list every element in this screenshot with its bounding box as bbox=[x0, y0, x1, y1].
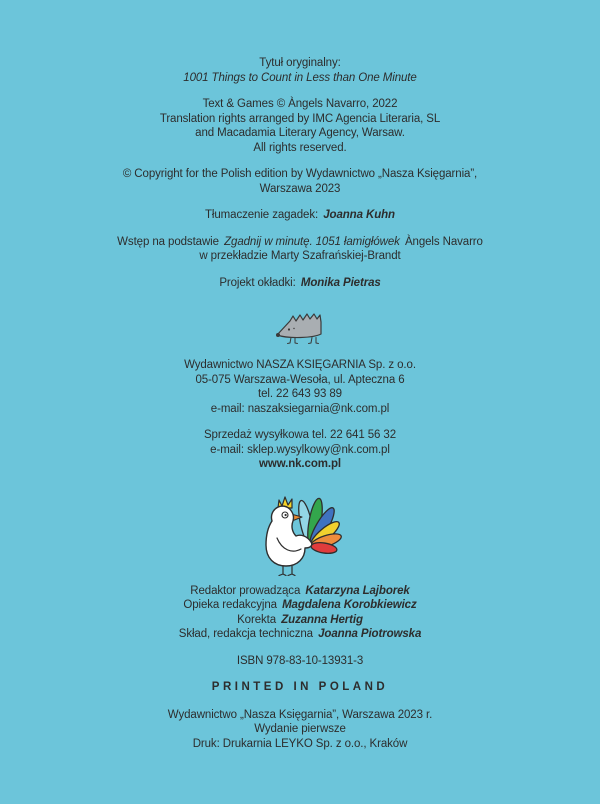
rights-line: and Macadamia Literary Agency, Warsaw. bbox=[195, 127, 405, 139]
intro-line bbox=[0, 235, 600, 250]
credit-label: Skład, redakcja techniczna bbox=[178, 628, 313, 640]
mail-order-phone: Sprzedaż wysyłkowa tel. 22 641 56 32 bbox=[203, 429, 396, 441]
edition-publisher-line: Wydawnictwo „Nasza Księgarnia”, Warszawa 2023 r. bbox=[167, 708, 433, 721]
intro-block bbox=[0, 235, 600, 264]
rights-block bbox=[0, 97, 600, 155]
printer-line: Druk: Drukarnia LEYKO Sp. z o.o., Kraków bbox=[192, 737, 408, 750]
edition-number-line: Wydanie pierwsze bbox=[254, 723, 346, 735]
publisher-block bbox=[0, 358, 600, 416]
rights-line: Text & Games © Àngels Navarro, 2022 bbox=[202, 98, 398, 110]
mail-order-block bbox=[0, 428, 600, 472]
credit-name: Zuzanna Hertig bbox=[281, 613, 363, 626]
translator-name: Joanna Kuhn bbox=[323, 209, 395, 221]
credit-row bbox=[0, 598, 600, 613]
credit-name: Joanna Piotrowska bbox=[318, 628, 422, 640]
cover-design-line bbox=[0, 276, 600, 291]
original-title-label: Tytuł oryginalny: bbox=[259, 57, 341, 69]
intro-prefix: Wstęp na podstawie bbox=[117, 235, 219, 248]
credit-name: Katarzyna Lajborek bbox=[305, 584, 410, 597]
publisher-phone: tel. 22 643 93 89 bbox=[258, 388, 342, 400]
isbn-block bbox=[0, 654, 600, 669]
printed-in-poland: PRINTED IN POLAND bbox=[211, 681, 389, 693]
cover-design-label: Projekt okładki: bbox=[219, 276, 296, 289]
intro-line: w przekładzie Marty Szafrańskiej-Brandt bbox=[199, 250, 401, 262]
mail-order-email: e-mail: sklep.wysylkowy@nk.com.pl bbox=[210, 443, 390, 456]
credits-block bbox=[0, 584, 600, 642]
publisher-address: 05-075 Warszawa-Wesoła, ul. Apteczna 6 bbox=[195, 373, 405, 386]
publisher-website: www.nk.com.pl bbox=[259, 458, 341, 470]
hedgehog-icon bbox=[275, 308, 325, 348]
translation-line bbox=[0, 208, 600, 223]
publisher-line: Wydawnictwo NASZA KSIĘGARNIA Sp. z o.o. bbox=[184, 359, 416, 371]
original-title-block bbox=[0, 56, 600, 85]
credit-row bbox=[0, 584, 600, 599]
credit-name: Magdalena Korobkiewicz bbox=[282, 599, 417, 611]
translation-block bbox=[0, 208, 600, 223]
rights-line: All rights reserved. bbox=[253, 141, 347, 154]
intro-author: Àngels Navarro bbox=[404, 235, 483, 248]
isbn-number: ISBN 978-83-10-13931-3 bbox=[236, 654, 364, 667]
rights-line: Translation rights arranged by IMC Agencia Literaria, SL bbox=[159, 112, 441, 125]
credit-label: Opieka redakcyjna bbox=[183, 599, 277, 611]
publisher-email: e-mail: naszaksiegarnia@nk.com.pl bbox=[210, 402, 390, 415]
translation-label: Tłumaczenie zagadek: bbox=[205, 209, 319, 221]
credit-label: Korekta bbox=[237, 613, 277, 626]
polish-copyright-line: Warszawa 2023 bbox=[259, 182, 341, 195]
polish-copyright-block bbox=[0, 167, 600, 196]
hedgehog-illustration bbox=[0, 308, 600, 346]
polish-copyright-line: © Copyright for the Polish edition by Wydawnictwo „Nasza Księgarnia”, bbox=[122, 168, 478, 180]
credit-row bbox=[0, 627, 600, 642]
cover-designer-name: Monika Pietras bbox=[300, 276, 381, 289]
credit-row bbox=[0, 613, 600, 628]
original-title-text: 1001 Things to Count in Less than One Minute bbox=[183, 71, 417, 84]
intro-work-title: Zgadnij w minutę. 1051 łamigłówek bbox=[224, 235, 400, 248]
edition-block bbox=[0, 708, 600, 752]
peacock-logo bbox=[0, 490, 600, 576]
peacock-icon bbox=[255, 490, 345, 576]
cover-design-block bbox=[0, 276, 600, 291]
credit-label: Redaktor prowadząca bbox=[190, 584, 301, 597]
